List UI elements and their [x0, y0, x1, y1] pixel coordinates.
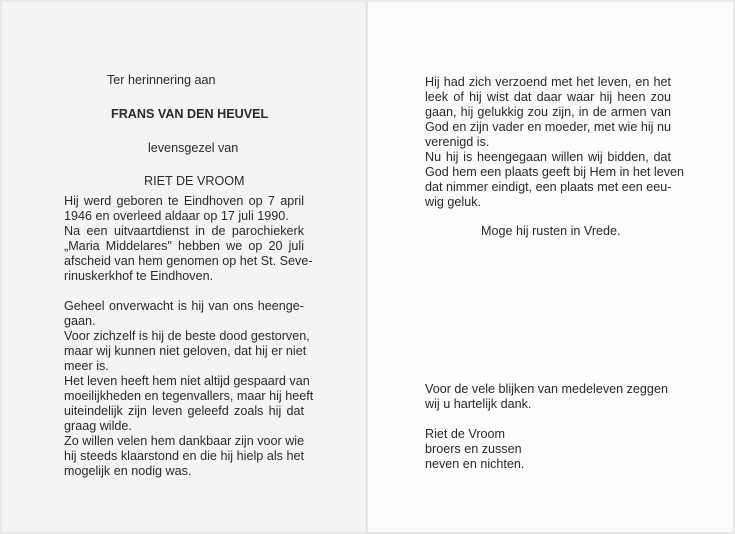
partner-name: RIET DE VROOM: [144, 174, 245, 188]
relation-line: levensgezel van: [148, 141, 239, 155]
reflection-line: verenigd is.: [425, 135, 490, 149]
deceased-name: FRANS VAN DEN HEUVEL: [111, 107, 269, 121]
reflection-line: Hij had zich verzoend met het leven, en het: [425, 75, 671, 89]
thanks-line: wij u hartelijk dank.: [425, 397, 532, 411]
biography-line: Na een uitvaartdienst in de parochiekerk: [64, 224, 304, 238]
signature-line: Riet de Vroom: [425, 427, 506, 441]
tribute-line: graag wilde.: [64, 419, 132, 433]
biography-line: 1946 en overleed aldaar op 17 juli 1990.: [64, 209, 289, 223]
tribute-line: Zo willen velen hem dankbaar zijn voor wie: [64, 434, 305, 448]
tribute-line: moeilijkheden en tegenvallers, maar hij heeft: [64, 389, 314, 403]
tribute-line: Voor zichzelf is hij de beste dood gestorven,: [64, 329, 310, 343]
tribute-line: mogelijk en nodig was.: [64, 464, 192, 478]
intro-line: Ter herinnering aan: [107, 73, 216, 87]
reflection-line: wig geluk.: [425, 195, 482, 209]
signature-line: broers en zussen: [425, 442, 522, 456]
tribute-line: Geheel onverwacht is hij van ons heenge-: [64, 299, 304, 313]
tribute-line: hij steeds klaarstond en die hij hielp als het: [64, 449, 304, 463]
biography-line: Hij werd geboren te Eindhoven op 7 april: [64, 194, 304, 208]
blessing-line: Moge hij rusten in Vrede.: [481, 224, 621, 238]
reflection-line: leek of hij wist dat daar waar hij heen zou: [425, 90, 671, 104]
biography-line: „Maria Middelares" hebben we op 20 juli: [64, 239, 304, 253]
thanks-line: Voor de vele blijken van medeleven zeggen: [425, 382, 668, 396]
tribute-line: maar wij kunnen niet geloven, dat hij er niet: [64, 344, 307, 358]
biography-line: rinuskerkhof te Eindhoven.: [64, 269, 214, 283]
tribute-line: meer is.: [64, 359, 109, 373]
tribute-line: Het leven heeft hem niet altijd gespaard van: [64, 374, 310, 388]
reflection-line: God en zijn vader en moeder, met wie hij nu: [425, 120, 671, 134]
tribute-line: uiteindelijk zijn leven geleefd zoals hij dat: [64, 404, 304, 418]
reflection-line: Nu hij is heengegaan willen wij bidden, dat: [425, 150, 671, 164]
tribute-line: gaan.: [64, 314, 96, 328]
reflection-line: God hem een plaats geeft bij Hem in het leven: [425, 165, 685, 179]
reflection-line: dat nimmer eindigt, een plaats met een eeu-: [425, 180, 672, 194]
reflection-line: gaan, hij gelukkig zou zijn, in de armen van: [425, 105, 671, 119]
signature-line: neven en nichten.: [425, 457, 525, 471]
biography-line: afscheid van hem genomen op het St. Seve-: [64, 254, 313, 268]
